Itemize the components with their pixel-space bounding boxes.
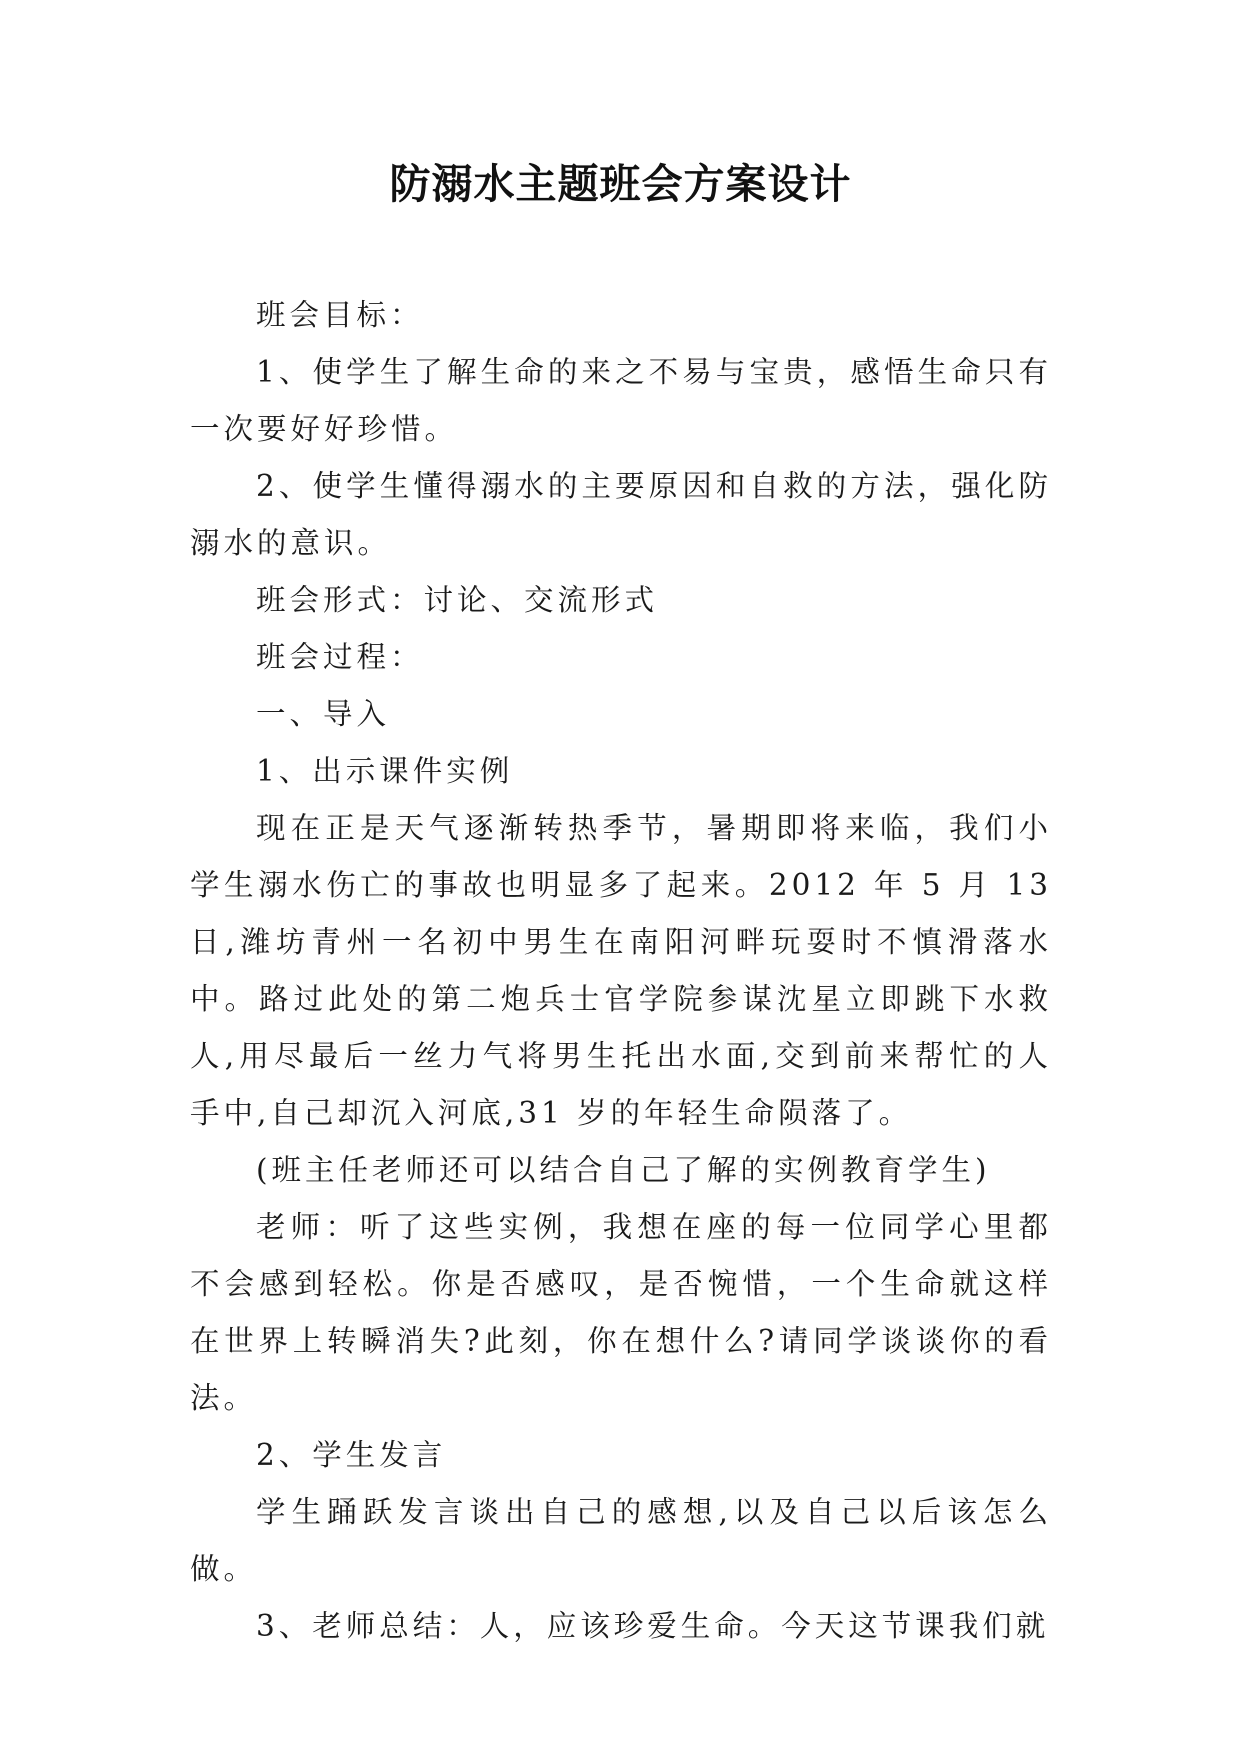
paragraph-step-2: 2、学生发言 (256, 1438, 447, 1472)
paragraph-step-1: 1、出示课件实例 (256, 754, 514, 788)
paragraph-section-intro: 一、导入 (256, 697, 391, 731)
paragraph-process-heading: 班会过程： (256, 640, 424, 674)
document-title: 防溺水主题班会方案设计 (389, 160, 852, 208)
paragraph-teacher-remarks: 老师：听了这些实例，我想在座的每一位同学心里都不会感到轻松。你是否感叹，是否惋惜，一个生命就这样在世界上转瞬消失?此刻，你在想什么?请同学谈谈你的看法。 (190, 1210, 1052, 1415)
paragraph-format: 班会形式：讨论、交流形式 (256, 583, 659, 617)
paragraph-student-speech: 学生踊跃发言谈出自己的感想,以及自己以后该怎么做。 (190, 1495, 1052, 1586)
paragraph-goal-1: 1、使学生了解生命的来之不易与宝贵，感悟生命只有一次要好好珍惜。 (190, 355, 1052, 446)
paragraph-case-story: 现在正是天气逐渐转热季节，暑期即将来临，我们小学生溺水伤亡的事故也明显多了起来。2012 年 5 月 13 日,潍坊青州一名初中男生在南阳河畔玩耍时不慎滑落水中。路过此处的第二炮兵士官学院参谋沈星立即跳下水救人,用尽最后一丝力气将男生托出水面,交到前来帮忙的人手中,自己却沉入河底,31 岁的年轻生命陨落了。 (190, 811, 1052, 1130)
paragraph-step-3: 3、老师总结：人，应该珍爱生命。今天这节课我们就 (256, 1609, 1050, 1643)
document-body (190, 287, 1052, 1655)
paragraph-goals-heading: 班会目标： (256, 298, 424, 332)
paragraph-goal-2: 2、使学生懂得溺水的主要原因和自救的方法，强化防溺水的意识。 (190, 469, 1052, 560)
paragraph-teacher-note: (班主任老师还可以结合自己了解的实例教育学生) (256, 1153, 991, 1187)
